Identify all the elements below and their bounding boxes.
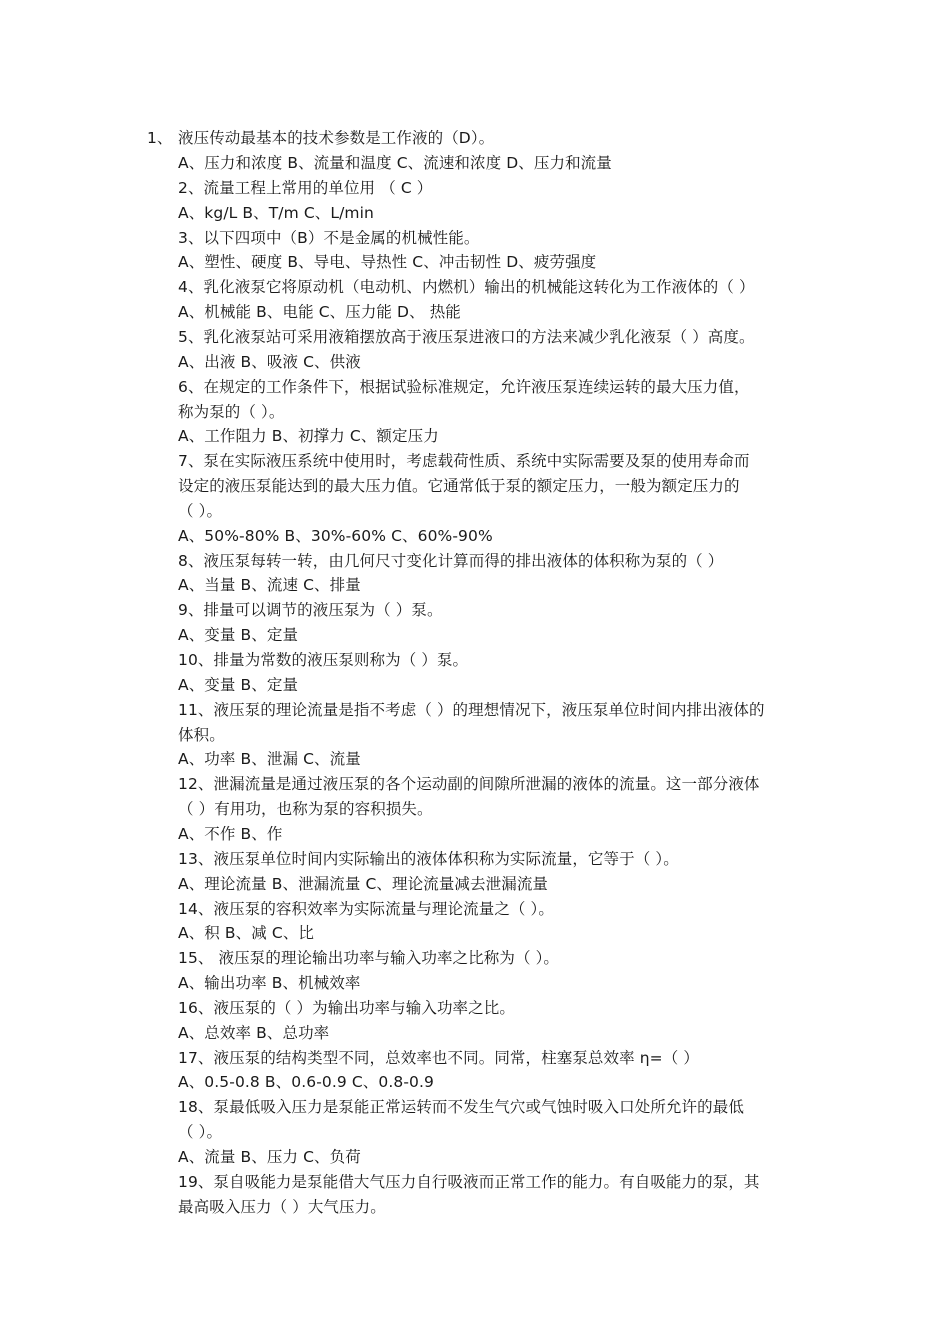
question-line: A、积 B、减 C、比	[178, 924, 315, 942]
question-line: A、不作 B、作	[178, 825, 283, 843]
question-line: A、工作阻力 B、初撑力 C、额定压力	[178, 427, 439, 445]
question-line: A、压力和浓度 B、流量和温度 C、流速和浓度 D、压力和流量	[178, 154, 612, 172]
question-line: 14、液压泵的容积效率为实际流量与理论流量之（ ）。	[178, 900, 555, 918]
question-line: 15、 液压泵的理论输出功率与输入功率之比称为（ ）。	[178, 949, 560, 967]
question-line: 称为泵的（ ）。	[178, 403, 285, 421]
question-line: 9、排量可以调节的液压泵为（ ）泵。	[178, 601, 443, 619]
question-line: A、输出功率 B、机械效率	[178, 974, 361, 992]
question-number-1: 1、	[147, 129, 173, 147]
question-line: （ ）有用功，也称为泵的容积损失。	[178, 800, 433, 818]
question-line: 19、泵自吸能力是泵能借大气压力自行吸液而正常工作的能力。有自吸能力的泵，其	[178, 1173, 760, 1191]
question-line: A、机械能 B、电能 C、压力能 D、 热能	[178, 303, 461, 321]
question-line: A、流量 B、压力 C、负荷	[178, 1148, 361, 1166]
question-line: （ ）。	[178, 502, 223, 520]
question-line: 10、排量为常数的液压泵则称为（ ）泵。	[178, 651, 469, 669]
question-line: 3、以下四项中（B）不是金属的机械性能。	[178, 229, 480, 247]
question-line: 12、泄漏流量是通过液压泵的各个运动副的间隙所泄漏的液体的流量。这一部分液体	[178, 775, 760, 793]
question-line: A、当量 B、流速 C、排量	[178, 576, 361, 594]
question-line: 6、在规定的工作条件下，根据试验标准规定，允许液压泵连续运转的最大压力值，	[178, 378, 750, 396]
question-line: A、变量 B、定量	[178, 626, 299, 644]
question-line: A、0.5-0.8 B、0.6-0.9 C、0.8-0.9	[178, 1073, 434, 1091]
question-line: A、功率 B、泄漏 C、流量	[178, 750, 361, 768]
question-line: 13、液压泵单位时间内实际输出的液体体积称为实际流量，它等于（ ）。	[178, 850, 679, 868]
question-1-text: 液压传动最基本的技术参数是工作液的（D）。	[178, 129, 495, 147]
question-line: A、出液 B、吸液 C、供液	[178, 353, 361, 371]
question-line: A、变量 B、定量	[178, 676, 299, 694]
question-line: A、理论流量 B、泄漏流量 C、理论流量减去泄漏流量	[178, 875, 549, 893]
question-line: （ ）。	[178, 1123, 223, 1141]
question-line: A、50%-80% B、30%-60% C、60%-90%	[178, 527, 493, 545]
question-line: 17、液压泵的结构类型不同，总效率也不同。同常，柱塞泵总效率 η=（ ）	[178, 1049, 699, 1067]
question-line: A、塑性、硬度 B、导电、导热性 C、冲击韧性 D、疲劳强度	[178, 253, 597, 271]
question-line: 设定的液压泵能达到的最大压力值。它通常低于泵的额定压力，一般为额定压力的	[178, 477, 740, 495]
question-line: 18、泵最低吸入压力是泵能正常运转而不发生气穴或气蚀时吸入口处所允许的最低	[178, 1098, 744, 1116]
question-line: A、kg/L B、T/m C、L/min	[178, 204, 374, 222]
question-line: 5、乳化液泵站可采用液箱摆放高于液压泵进液口的方法来减少乳化液泵（ ）高度。	[178, 328, 755, 346]
question-line: 体积。	[178, 726, 225, 744]
question-line: 8、液压泵每转一转，由几何尺寸变化计算而得的排出液体的体积称为泵的（ ）	[178, 552, 724, 570]
question-line: 7、泵在实际液压系统中使用时，考虑载荷性质、系统中实际需要及泵的使用寿命而	[178, 452, 750, 470]
question-line: 4、乳化液泵它将原动机（电动机、内燃机）输出的机械能这转化为工作液体的（ ）	[178, 278, 755, 296]
question-line: 最高吸入压力（ ）大气压力。	[178, 1198, 386, 1216]
question-line: 11、液压泵的理论流量是指不考虑（ ）的理想情况下，液压泵单位时间内排出液体的	[178, 701, 765, 719]
question-line: A、总效率 B、总功率	[178, 1024, 330, 1042]
question-line: 16、液压泵的（ ）为输出功率与输入功率之比。	[178, 999, 515, 1017]
question-line: 2、流量工程上常用的单位用 （ C ）	[178, 179, 433, 197]
